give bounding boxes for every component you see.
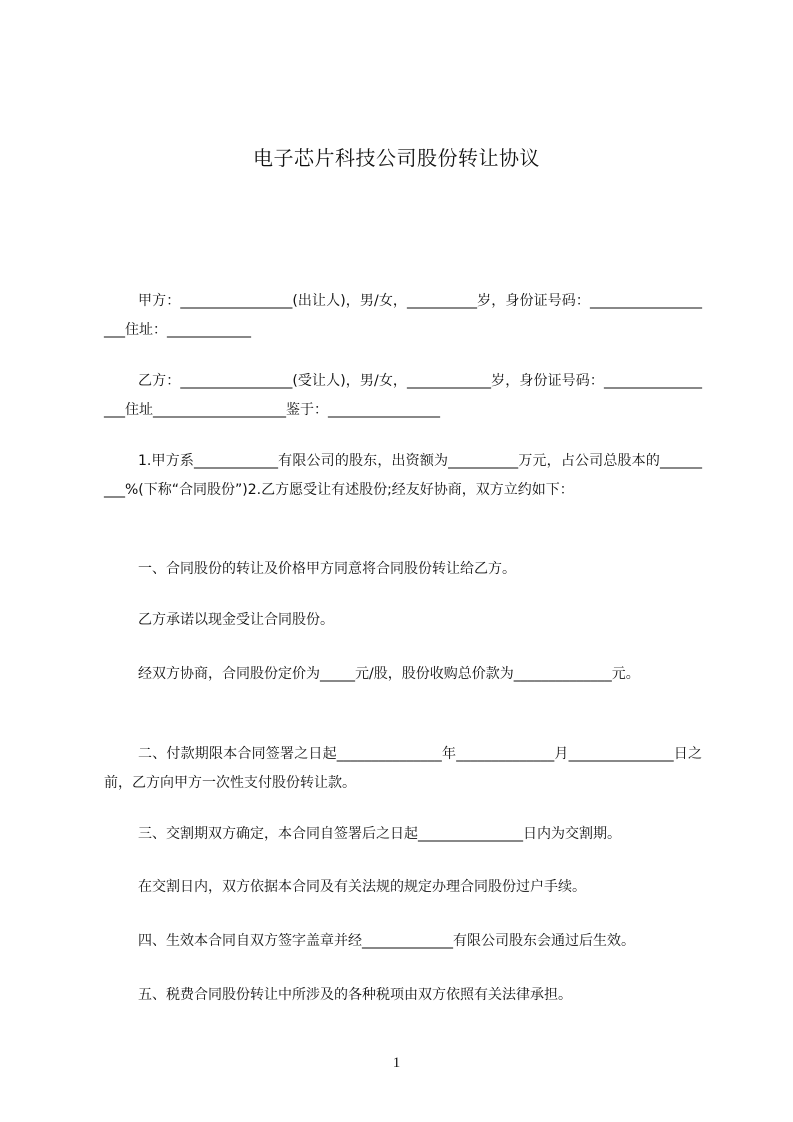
party-b-paragraph: 乙方：________________(受让人)，男/女，____________岁，身份证号码：_________________住址___________________鉴于：________________ [104,373,702,418]
price-paragraph: 经双方协商，合同股份定价为_____元/股，股份收购总价款为______________元。 [138,666,640,682]
clause-1-paragraph: 一、合同股份的转让及价格甲方同意将合同股份转让给乙方。 [138,561,516,577]
document-title: 电子芯片科技公司股份转让协议 [253,146,540,170]
recital-paragraph: 1.甲方系____________有限公司的股东，出资额为__________万元，占公司总股本的_________%(下称“合同股份”)2.乙方愿受让有述股份;经友好协商，双方立约如下： [104,453,702,498]
clause-2-paragraph: 二、付款期限本合同签署之日起_______________年______________月_______________日之前，乙方向甲方一次性支付股份转让款。 [104,746,702,791]
clause-5-paragraph: 五、税费合同股份转让中所涉及的各种税项由双方依照有关法律承担。 [138,987,572,1003]
clause-3-paragraph: 三、交割期双方确定，本合同自签署后之日起_______________日内为交割期。 [138,826,621,842]
party-a-paragraph: 甲方：________________(出让人)，男/女，__________岁，身份证号码：___________________住址：____________ [104,293,702,338]
transfer-procedure-paragraph: 在交割日内，双方依据本合同及有关法规的规定办理合同股份过户手续。 [138,879,586,895]
clause-4-paragraph: 四、生效本合同自双方签字盖章并经_____________有限公司股东会通过后生效。 [138,933,635,949]
page-number: 1 [392,1055,401,1071]
cash-payment-paragraph: 乙方承诺以现金受让合同股份。 [138,612,334,628]
